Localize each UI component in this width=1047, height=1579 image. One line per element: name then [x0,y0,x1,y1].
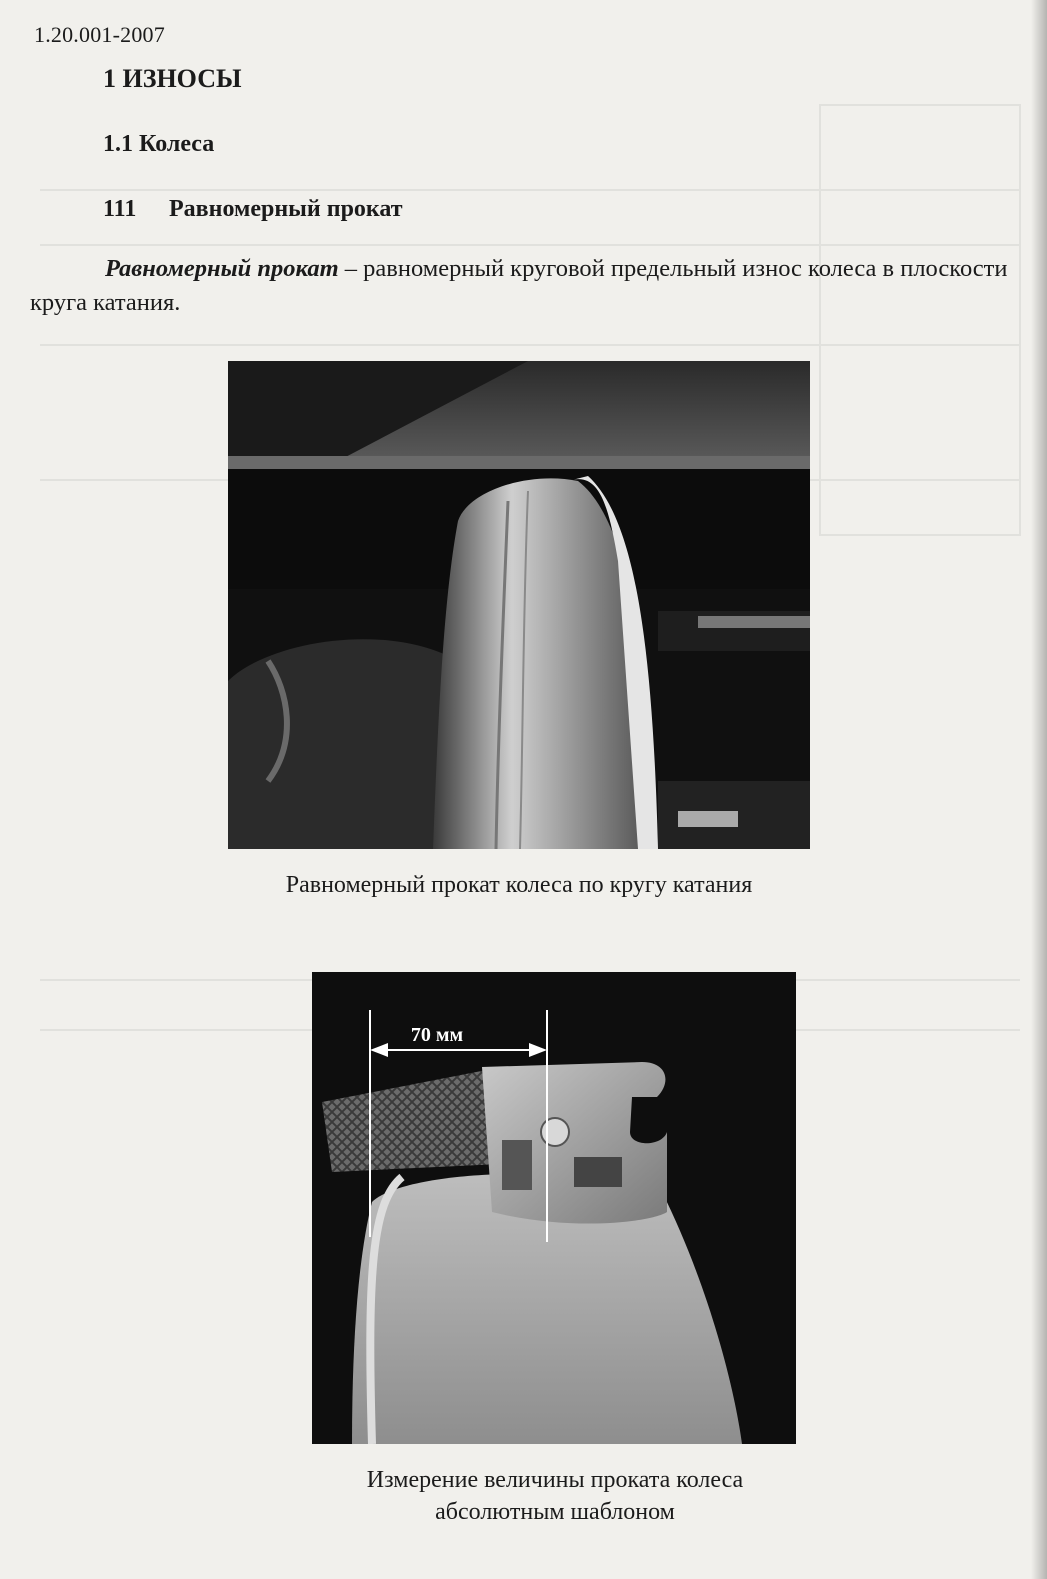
document-code: 1.20.001-2007 [34,22,165,47]
page-edge-shadow [1031,0,1047,1579]
item-title: Равномерный прокат [169,196,403,222]
item-heading [103,196,403,223]
item-number: 111 [103,196,137,222]
dimension-overlay [312,972,796,1444]
wheel-wear-photo [228,361,810,849]
dimension-label: 70 мм [410,1024,464,1046]
figure-1-caption: Равномерный прокат колеса по кругу катания [285,872,753,898]
section-heading: 1 ИЗНОСЫ [103,64,242,93]
definition-text: – равномерный круговой предельный износ колеса в плоскости круга катания. [30,255,1008,316]
figure-2-caption-line1: Измерение величины проката колеса [366,1467,744,1493]
figure-2-caption-line2: абсолютным шаблоном [435,1499,675,1525]
arrow-left-icon [370,1043,388,1057]
subsection-heading: 1.1 Колеса [103,131,215,157]
arrow-right-icon [529,1043,547,1057]
definition-paragraph [30,252,1035,320]
defined-term: Равномерный прокат [105,255,339,282]
figure-2-caption [300,1464,810,1528]
